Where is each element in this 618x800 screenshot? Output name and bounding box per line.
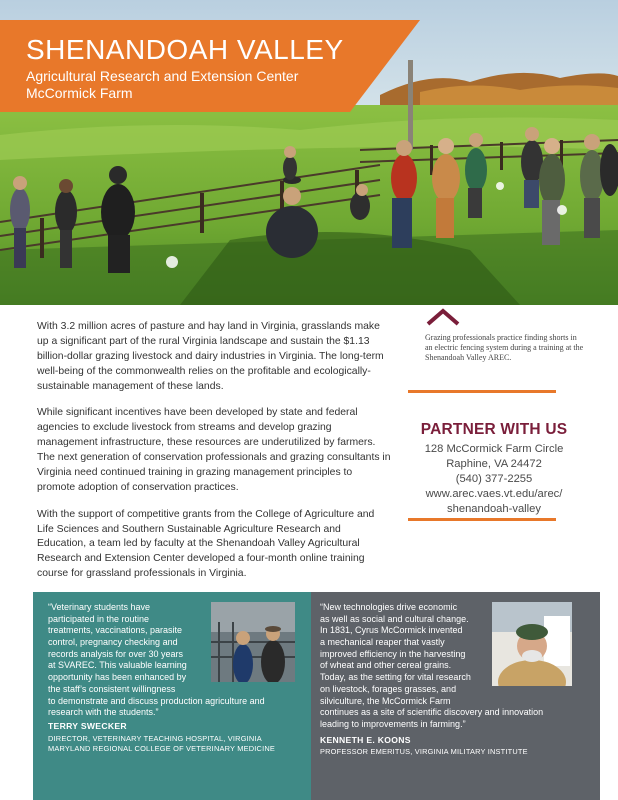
quote-line: “New technologies drive economic	[320, 602, 458, 612]
quote-line: at SVAREC. This valuable learning	[48, 660, 187, 671]
testimonial-card-left	[33, 592, 322, 800]
quote-line: leading to improvements in farming.”	[320, 718, 466, 729]
quote-line: “Veterinary students have	[48, 602, 151, 612]
testimonial-name: KENNETH E. KOONS	[320, 735, 411, 745]
quote-line: a mechanical reaper that vastly	[320, 637, 445, 648]
quote-line: research with the students.”	[48, 707, 159, 718]
partner-heading: PARTNER WITH US	[420, 421, 568, 438]
quote-line: continues as a site of scientific discovery and innovation	[320, 707, 544, 718]
page-title: SHENANDOAH VALLEY	[26, 34, 344, 65]
role-line: DIRECTOR, VETERINARY TEACHING HOSPITAL, VIRGINIA	[48, 734, 262, 743]
partner-address-1: 128 McCormick Farm Circle	[424, 443, 564, 456]
quote-line: to demonstrate and discuss production agriculture and	[48, 695, 265, 706]
photo-caption: Grazing professionals practice finding shorts in an electric fencing system during a training at the Shenandoah Valley AREC.	[425, 333, 584, 363]
testimonial-photo-left	[211, 602, 295, 682]
subtitle-line-2: McCormick Farm	[26, 85, 133, 102]
testimonial-name: TERRY SWECKER	[48, 721, 127, 731]
role-line: MARYLAND REGIONAL COLLEGE OF VETERINARY MEDICINE	[48, 743, 275, 753]
partner-url-1[interactable]: www.arec.vaes.vt.edu/arec/	[425, 487, 563, 500]
quote-line: silviculture, the McCormick Farm	[320, 695, 451, 706]
quote-line: treatments, vaccinations, parasite	[48, 625, 183, 636]
quote-line: control, pregnancy checking and	[48, 637, 178, 648]
partner-address-2: Raphine, VA 24472	[446, 458, 542, 471]
quote-line: Today, as the setting for vital research	[320, 672, 471, 683]
quote-line: on livestock, forages grasses, and	[320, 683, 457, 694]
quote-line: records analysis for over 30 years	[48, 648, 184, 659]
quote-line: opportunity has been enhanced by	[48, 672, 187, 683]
quote-line: of wheat and other cereal grains.	[320, 660, 452, 671]
partner-box	[408, 420, 580, 516]
body-text	[37, 320, 392, 594]
quote-line: participated in the routine	[48, 613, 150, 624]
quote-line: In 1831, Cyrus McCormick invented	[320, 625, 463, 636]
partner-phone: (540) 377-2255	[455, 473, 533, 486]
body-paragraph: While significant incentives have been developed by state and federal agencies to exclude livestock from streams and develop grazing management infrastructure, these resources are underutilized by farmers. The next generation of conservation professionals and grazing consultants in Virginia need continued training in grazing management principles to promote adoption of conservation practices.	[37, 407, 391, 493]
page-subtitle	[26, 68, 298, 102]
testimonial-photo-right	[492, 602, 572, 686]
subtitle-line-1: Agricultural Research and Extension Center	[26, 68, 299, 84]
divider-bottom	[408, 518, 556, 521]
testimonial-card-right	[311, 592, 600, 800]
divider-top	[408, 390, 556, 393]
quote-line: improved efficiency in the harvesting	[320, 648, 466, 659]
testimonial-role	[48, 734, 318, 754]
quote-line: as well as social and cultural change.	[320, 613, 469, 624]
body-paragraph: With 3.2 million acres of pasture and hay land in Virginia, grasslands make up a significant part of the rural Virginia landscape and sustain the $1.13 billion-dollar grazing livestock and dairy industries in Virginia. The long-term well-being of the commonwealth relies on the profitable and ecologically-sustainable management of these lands.	[37, 321, 384, 392]
quote-line: the staff’s consistent willingness	[48, 683, 176, 694]
body-paragraph: With the support of competitive grants from the College of Agriculture and Life Sciences and Southern Sustainable Agriculture Research and Education, a team led by faculty at the Shenandoah Valley Agricultural Research and Extension Center developed a four-month online training course for grassland professionals in Virginia.	[37, 508, 375, 580]
chevron-up-icon	[425, 305, 461, 327]
testimonial-role: PROFESSOR EMERITUS, VIRGINIA MILITARY INSTITUTE	[320, 747, 528, 756]
partner-url-2[interactable]: shenandoah-valley	[447, 502, 541, 515]
